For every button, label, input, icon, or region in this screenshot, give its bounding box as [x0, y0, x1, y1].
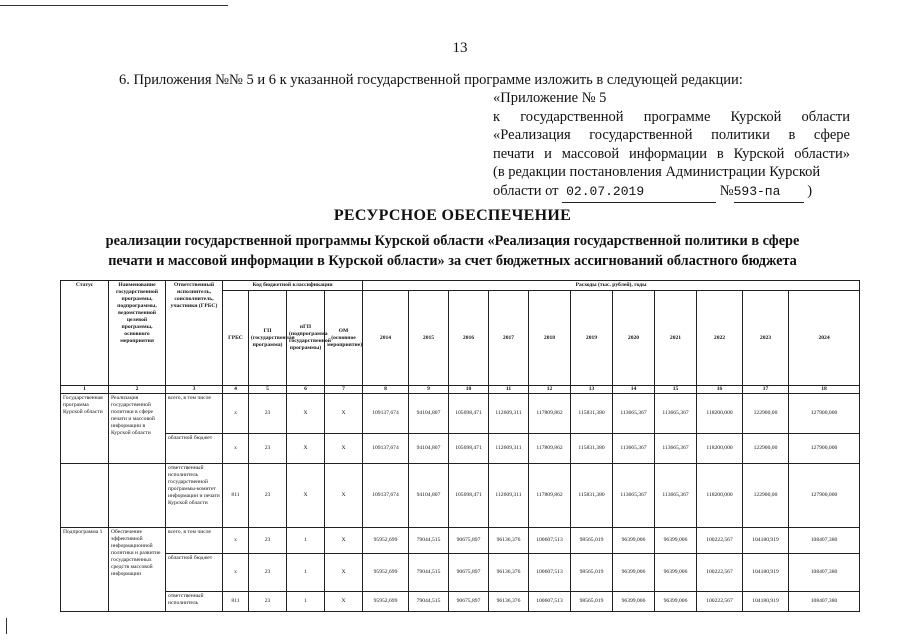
column-index-row: [61, 386, 860, 394]
header-executor: Ответственный исполнитель, соисполнитель, участники (ГРБС): [166, 281, 223, 386]
document-title: РЕСУРСНОЕ ОБЕСПЕЧЕНИЕ: [333, 207, 572, 224]
value-cell: 96136,376: [489, 554, 529, 592]
pgp-cell: 1: [287, 554, 325, 592]
index-cell: 14: [613, 386, 655, 394]
value-cell: 117809,862: [529, 434, 571, 464]
gp-cell: 23: [249, 592, 287, 612]
value-cell: 127900,000: [789, 394, 860, 434]
index-cell: 5: [249, 386, 287, 394]
value-cell: 112609,311: [489, 394, 529, 434]
value-cell: 113665,367: [613, 464, 655, 528]
value-cell: 108407,380: [789, 528, 860, 554]
header-status: Статус: [61, 281, 109, 386]
value-cell: 79044,515: [409, 592, 449, 612]
value-cell: 104180,919: [743, 554, 789, 592]
index-cell: 3: [166, 386, 223, 394]
name-cell: [109, 464, 166, 528]
value-cell: 113665,367: [655, 394, 697, 434]
value-cell: 90675,897: [449, 592, 489, 612]
value-cell: 109137,674: [363, 464, 409, 528]
value-cell: 122900,00: [743, 434, 789, 464]
gp-cell: 23: [249, 394, 287, 434]
document-subtitle: [0, 231, 905, 271]
value-cell: 108407,380: [789, 592, 860, 612]
om-cell: Х: [325, 592, 363, 612]
header-year: 2020: [613, 291, 655, 386]
value-cell: 96399,006: [613, 554, 655, 592]
name-cell: Реализация государственной политики в сфере печати и массовой информации в Курской области: [109, 394, 166, 464]
appendix-line-2: к государственной программе Курской области: [493, 108, 850, 125]
value-cell: 118200,000: [697, 434, 743, 464]
index-cell: 4: [223, 386, 249, 394]
gp-cell: 23: [249, 464, 287, 528]
value-cell: 118200,000: [697, 464, 743, 528]
header-year: 2017: [489, 291, 529, 386]
value-cell: 79044,515: [409, 554, 449, 592]
executor-cell: всего, в том числе: [166, 394, 223, 434]
value-cell: 105698,471: [449, 394, 489, 434]
header-om: ОМ (основное мероприятие): [325, 291, 363, 386]
value-cell: 127900,000: [789, 464, 860, 528]
resolution-date: 02.07.2019: [562, 183, 716, 203]
value-cell: 105698,471: [449, 464, 489, 528]
pgp-cell: Х: [287, 434, 325, 464]
appendix-line-6: [493, 182, 850, 203]
value-cell: 100607,513: [529, 554, 571, 592]
margin-mark: [6, 618, 7, 634]
header-year: 2018: [529, 291, 571, 386]
page-number: 13: [452, 40, 468, 56]
value-cell: 100222,567: [697, 592, 743, 612]
header-year: 2016: [449, 291, 489, 386]
value-cell: 113665,367: [655, 434, 697, 464]
value-cell: 122900,00: [743, 394, 789, 434]
index-cell: 7: [325, 386, 363, 394]
value-cell: 115831,380: [571, 394, 613, 434]
index-cell: 15: [655, 386, 697, 394]
index-cell: 6: [287, 386, 325, 394]
value-cell: 117809,862: [529, 394, 571, 434]
appendix-line-3: «Реализация государственной политики в сфере: [493, 127, 850, 144]
index-cell: 12: [529, 386, 571, 394]
executor-cell: областной бюджет: [166, 434, 223, 464]
value-cell: 113665,367: [613, 394, 655, 434]
header-gp: ГП (государственная программа): [249, 291, 287, 386]
value-cell: 95952,699: [363, 592, 409, 612]
value-cell: 109137,674: [363, 434, 409, 464]
index-cell: 1: [61, 386, 109, 394]
pgp-cell: Х: [287, 394, 325, 434]
table-row: [61, 394, 860, 434]
value-cell: 96399,006: [613, 528, 655, 554]
status-cell: Государственная программа Курской области: [61, 394, 109, 464]
subtitle-line-2: печати и массовой информации в Курской области» за счет бюджетных ассигнований областного бюджета: [108, 253, 797, 269]
pgp-cell: Х: [287, 464, 325, 528]
value-cell: 115831,380: [571, 464, 613, 528]
index-cell: 17: [743, 386, 789, 394]
header-year: 2023: [743, 291, 789, 386]
executor-cell: всего, в том числе: [166, 528, 223, 554]
appendix-line-5: (в редакции постановления Администрации Курской: [493, 164, 821, 181]
value-cell: 96399,006: [655, 554, 697, 592]
resolution-number: 593-па: [734, 183, 804, 203]
index-cell: 9: [409, 386, 449, 394]
value-cell: 112609,311: [489, 434, 529, 464]
grbs-cell: х: [223, 434, 249, 464]
appendix-line-1: «Приложение № 5: [493, 90, 607, 106]
appendix-line-4: печати и массовой информации в Курской области»: [493, 145, 850, 162]
value-cell: 112609,311: [489, 464, 529, 528]
executor-cell: ответственный исполнитель государственной программы-комитет информации и печати Курской области: [166, 464, 223, 528]
grbs-cell: х: [223, 394, 249, 434]
grbs-cell: 811: [223, 464, 249, 528]
name-cell: Обеспечение эффективной информационной политики и развитие государственных средств массовой информации: [109, 528, 166, 612]
om-cell: Х: [325, 554, 363, 592]
table-row: [61, 592, 860, 612]
grbs-cell: 811: [223, 592, 249, 612]
om-cell: Х: [325, 394, 363, 434]
header-budget-code: Код бюджетной классификации: [223, 281, 363, 291]
table-row: [61, 554, 860, 592]
status-cell: [61, 464, 109, 528]
value-cell: 117809,862: [529, 464, 571, 528]
value-cell: 113665,367: [613, 434, 655, 464]
om-cell: Х: [325, 528, 363, 554]
executor-cell: областной бюджет: [166, 554, 223, 592]
value-cell: 113665,367: [655, 464, 697, 528]
header-expenses: Расходы (тыс. рублей), годы: [363, 281, 860, 291]
value-cell: 100222,567: [697, 554, 743, 592]
index-cell: 18: [789, 386, 860, 394]
index-cell: 13: [571, 386, 613, 394]
index-cell: 10: [449, 386, 489, 394]
index-cell: 11: [489, 386, 529, 394]
number-prefix: №: [719, 182, 734, 199]
value-cell: 96136,376: [489, 592, 529, 612]
amendment-item-6: 6. Приложения №№ 5 и 6 к указанной государственной программе изложить в следующей редакции:: [119, 72, 743, 88]
value-cell: 109137,674: [363, 394, 409, 434]
table-row: [61, 464, 860, 528]
table-row: [61, 434, 860, 464]
header-year: 2022: [697, 291, 743, 386]
executor-cell: ответственный исполнитель: [166, 592, 223, 612]
value-cell: 90675,897: [449, 554, 489, 592]
value-cell: 96136,376: [489, 528, 529, 554]
om-cell: Х: [325, 464, 363, 528]
value-cell: 95952,699: [363, 528, 409, 554]
value-cell: 118200,000: [697, 394, 743, 434]
appendix-header: [493, 89, 850, 203]
om-cell: Х: [325, 434, 363, 464]
closing-paren: ): [807, 182, 813, 199]
value-cell: 96399,006: [613, 592, 655, 612]
value-cell: 108407,380: [789, 554, 860, 592]
top-rule: [0, 5, 228, 6]
value-cell: 96399,006: [655, 528, 697, 554]
value-cell: 94104,807: [409, 434, 449, 464]
header-year: 2015: [409, 291, 449, 386]
header-year: 2019: [571, 291, 613, 386]
value-cell: 90675,897: [449, 528, 489, 554]
value-cell: 100607,513: [529, 592, 571, 612]
pgp-cell: 1: [287, 592, 325, 612]
value-cell: 98565,019: [571, 592, 613, 612]
value-cell: 94104,807: [409, 394, 449, 434]
value-cell: 100222,567: [697, 528, 743, 554]
value-cell: 95952,699: [363, 554, 409, 592]
subtitle-line-1: реализации государственной программы Курской области «Реализация государственной политики в сфере: [105, 233, 800, 249]
pgp-cell: 1: [287, 528, 325, 554]
value-cell: 105698,471: [449, 434, 489, 464]
index-cell: 8: [363, 386, 409, 394]
gp-cell: 23: [249, 528, 287, 554]
table-row: [61, 528, 860, 554]
value-cell: 98565,019: [571, 528, 613, 554]
value-cell: 115831,380: [571, 434, 613, 464]
value-cell: 79044,515: [409, 528, 449, 554]
gp-cell: 23: [249, 554, 287, 592]
header-year: 2014: [363, 291, 409, 386]
header-grbs: ГРБС: [223, 291, 249, 386]
grbs-cell: х: [223, 554, 249, 592]
value-cell: 94104,807: [409, 464, 449, 528]
index-cell: 16: [697, 386, 743, 394]
value-cell: 98565,019: [571, 554, 613, 592]
index-cell: 2: [109, 386, 166, 394]
value-cell: 104180,919: [743, 528, 789, 554]
gp-cell: 23: [249, 434, 287, 464]
appendix-line-6-prefix: области от: [493, 182, 559, 199]
header-year: 2024: [789, 291, 860, 386]
value-cell: 122900,00: [743, 464, 789, 528]
value-cell: 127900,000: [789, 434, 860, 464]
value-cell: 104180,919: [743, 592, 789, 612]
grbs-cell: х: [223, 528, 249, 554]
value-cell: 96399,006: [655, 592, 697, 612]
header-pgp: пГП (подпрограмма государственной программы): [287, 291, 325, 386]
header-name: Наименование государственной программы, подпрограммы, ведомственной целевой программы, основного мероприятия: [109, 281, 166, 386]
status-cell: Подпрограмма 1: [61, 528, 109, 612]
header-year: 2021: [655, 291, 697, 386]
resource-table: [60, 280, 860, 612]
value-cell: 100607,513: [529, 528, 571, 554]
